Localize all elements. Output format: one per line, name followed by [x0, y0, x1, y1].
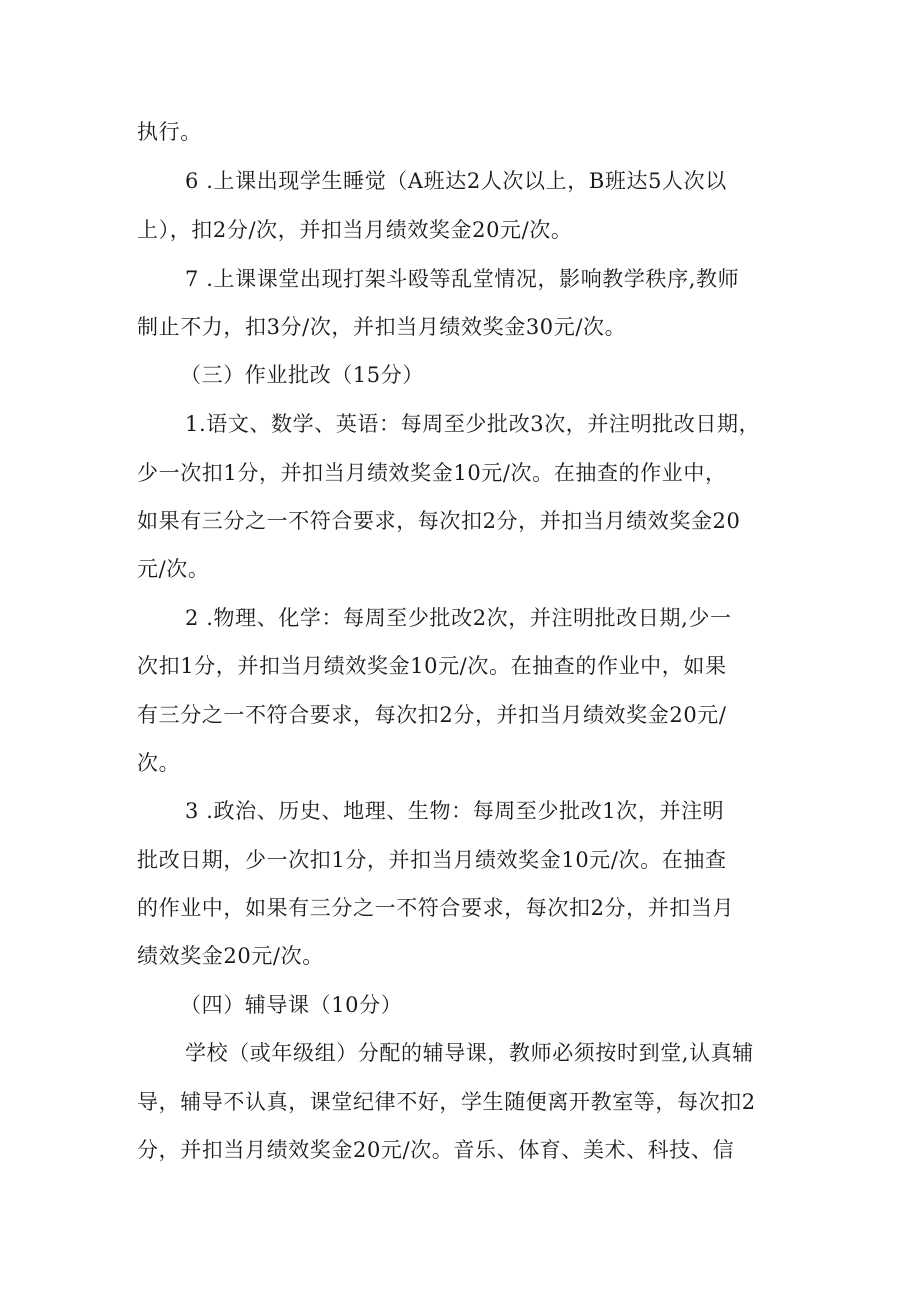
text-line: 如果有三分之一不符合要求，每次扣2分，并扣当月绩效奖金20: [137, 509, 741, 533]
text-line: 2 .物理、化学：每周至少批改2次，并注明批改日期,少一: [185, 606, 732, 630]
section-heading: （四）辅导课（10分）: [180, 993, 403, 1017]
text-line: 3 .政治、历史、地理、生物：每周至少批改1次，并注明: [185, 799, 725, 823]
text-line: 次。: [137, 751, 181, 775]
text-line: 绩效奖金20元/次。: [137, 944, 324, 968]
text-line: 导，辅导不认真，课堂纪律不好，学生随便离开教室等，每次扣2: [137, 1090, 756, 1114]
text-line: 6 .上课出现学生睡觉（A班达2人次以上，B班达5人次以: [185, 169, 727, 193]
text-line: 元/次。: [137, 557, 210, 581]
text-line: 有三分之一不符合要求，每次扣2分，并扣当月绩效奖金20元/: [137, 703, 727, 727]
text-line: 分，并扣当月绩效奖金20元/次。音乐、体育、美术、科技、信: [137, 1138, 735, 1162]
text-line: 学校（或年级组）分配的辅导课，教师必须按时到堂,认真辅: [185, 1041, 754, 1065]
text-line: 制止不力，扣3分/次，并扣当月绩效奖金30元/次。: [137, 315, 627, 339]
text-line: 上），扣2分/次，并扣当月绩效奖金20元/次。: [137, 218, 573, 242]
text-line: 1.语文、数学、英语：每周至少批改3次，并注明批改日期，: [185, 412, 761, 436]
text-line: 少一次扣1分，并扣当月绩效奖金10元/次。在抽查的作业中，: [137, 461, 727, 485]
text-line: 的作业中，如果有三分之一不符合要求，每次扣2分，并扣当月: [137, 896, 735, 920]
text-line: 执行。: [137, 120, 202, 144]
text-line: 次扣1分，并扣当月绩效奖金10元/次。在抽查的作业中，如果: [137, 654, 727, 678]
text-line: 7 .上课课堂出现打架斗殴等乱堂情况，影响教学秩序,教师: [185, 267, 740, 291]
section-heading: （三）作业批改（15分）: [180, 363, 424, 387]
text-line: 批改日期，少一次扣1分，并扣当月绩效奖金10元/次。在抽查: [137, 848, 727, 872]
